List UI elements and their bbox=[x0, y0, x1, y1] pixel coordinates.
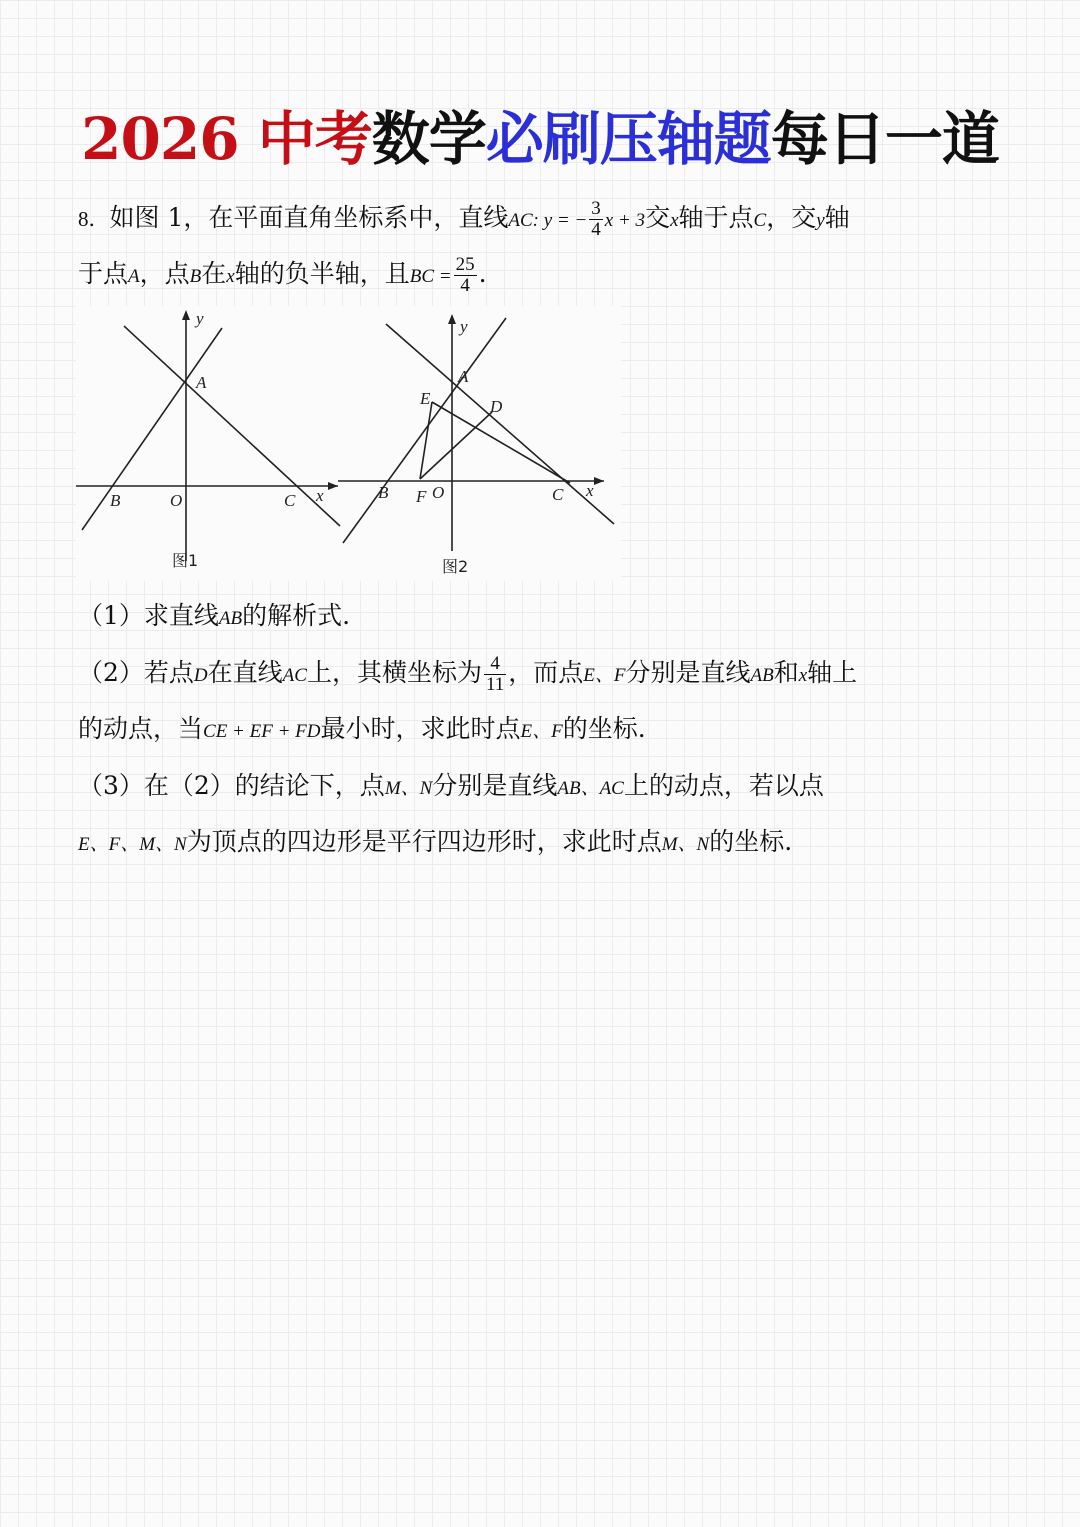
question-3-line-1: （3）在（2）的结论下，点M、N分别是直线AB、AC上的动点，若以点 bbox=[78, 771, 824, 800]
fig2-label-c: C bbox=[552, 485, 564, 504]
fraction-4-11: $\frac{4}{11}$ bbox=[485, 653, 505, 695]
fraction-three-quarters: $\frac{3}{4}$ bbox=[591, 198, 601, 240]
question-2-line-2: 的动点，当CE + EF + FD最小时，求此时点E、F的坐标. bbox=[78, 714, 646, 743]
fig2-caption: 图2 bbox=[442, 557, 469, 576]
fraction-25-quarters: $\frac{25}{4}$ bbox=[455, 254, 475, 296]
fig2-label-f: F bbox=[416, 487, 427, 506]
fig1-caption: 图1 bbox=[172, 551, 199, 570]
problem-line-2: 于点A，点B在x轴的负半轴，且BC = $\frac{25}{4}$ . bbox=[78, 254, 487, 296]
fig1-label-c: C bbox=[284, 491, 296, 510]
fig2-label-y: y bbox=[460, 317, 468, 336]
page-title bbox=[0, 92, 1080, 176]
figures-svg bbox=[76, 306, 621, 581]
fig2-label-a: A bbox=[458, 367, 469, 386]
problem-line-1: 8．如图 1，在平面直角坐标系中，直线AC: y = − $\frac{3}{4}$ x + 3交x轴于点C，交y轴 bbox=[78, 198, 850, 240]
question-2-line-1: （2）若点D在直线AC上，其横坐标为 $\frac{4}{11}$ ，而点E、F分别是直线AB和x轴上 bbox=[78, 653, 858, 695]
fig1-label-b: B bbox=[110, 491, 121, 510]
question-1: （1）求直线AB的解析式. bbox=[78, 601, 351, 630]
fig1-label-a: A bbox=[196, 373, 207, 392]
title-part-year: 2026 中考 bbox=[81, 105, 372, 173]
title-part-subject: 数学 bbox=[371, 105, 486, 173]
question-3-line-2: E、F、M、N为顶点的四边形是平行四边形时，求此时点M、N的坐标. bbox=[78, 827, 793, 856]
fig2-label-d: D bbox=[490, 397, 503, 416]
fig1-line-ab bbox=[82, 328, 222, 530]
problem-figures bbox=[76, 306, 621, 581]
fig2-label-o: O bbox=[432, 483, 445, 502]
fig1-label-y: y bbox=[196, 309, 204, 328]
fig1-line-ac bbox=[124, 326, 340, 526]
fig2-segment-ef bbox=[420, 402, 432, 479]
fig2-label-e: E bbox=[420, 389, 431, 408]
fig2-label-x: x bbox=[586, 481, 594, 500]
fig1-label-o: O bbox=[170, 491, 183, 510]
title-part-highlight: 必刷压轴题 bbox=[485, 105, 771, 173]
title-part-daily: 每日一道 bbox=[770, 105, 999, 173]
fig2-label-b: B bbox=[378, 483, 389, 502]
fig1-label-x: x bbox=[316, 486, 324, 505]
